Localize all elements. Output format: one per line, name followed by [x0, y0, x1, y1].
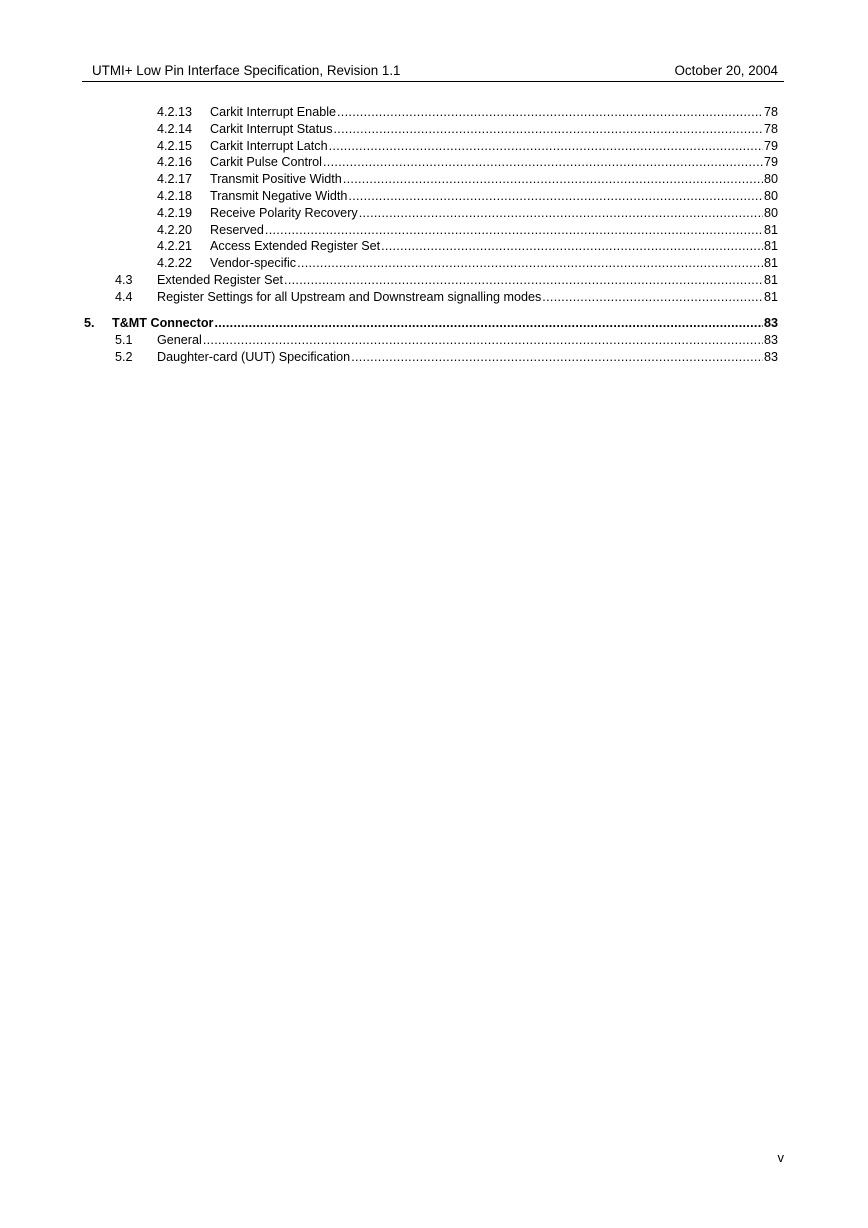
toc-page: 79 [763, 155, 778, 169]
document-date: October 20, 2004 [674, 63, 778, 78]
toc-page: 78 [763, 122, 778, 136]
toc-number: 4.2.19 [157, 206, 193, 220]
toc-number: 4.2.16 [157, 155, 193, 169]
toc-page: 83 [763, 350, 778, 364]
toc-page: 81 [763, 290, 778, 304]
toc-page: 80 [763, 206, 778, 220]
toc-entry[interactable] [115, 272, 778, 288]
toc-page: 80 [763, 189, 778, 203]
toc-title: Access Extended Register Set [210, 239, 381, 253]
toc-leader [348, 188, 763, 204]
toc-entry[interactable] [115, 332, 778, 348]
toc-title: Carkit Interrupt Enable [210, 105, 336, 119]
toc-number: 4.2.15 [157, 139, 193, 153]
toc-leader [284, 272, 763, 288]
toc-page: 81 [763, 256, 778, 270]
toc-number: 4.2.18 [157, 189, 193, 203]
toc-number: 4.2.13 [157, 105, 193, 119]
toc-leader [381, 238, 763, 254]
toc-title: T&MT Connector [112, 316, 214, 330]
toc-entry[interactable] [157, 138, 778, 154]
toc-entry[interactable] [157, 255, 778, 271]
toc-leader [542, 289, 763, 305]
toc-number: 4.3 [115, 273, 133, 287]
toc-leader [351, 349, 763, 365]
toc-number: 4.2.20 [157, 223, 193, 237]
toc-page: 78 [763, 105, 778, 119]
toc-page: 80 [763, 172, 778, 186]
toc-number: 4.2.14 [157, 122, 193, 136]
toc-title: Daughter-card (UUT) Specification [157, 350, 351, 364]
toc-leader [297, 255, 763, 271]
toc-page: 81 [763, 239, 778, 253]
toc-title: Receive Polarity Recovery [210, 206, 358, 220]
toc-page: 83 [763, 316, 778, 330]
toc-number: 5. [84, 316, 95, 330]
toc-title: Carkit Pulse Control [210, 155, 322, 169]
toc-page: 81 [763, 273, 778, 287]
toc-leader [323, 154, 763, 170]
toc-entry[interactable] [157, 104, 778, 120]
toc-page: 83 [763, 333, 778, 347]
toc-leader [265, 222, 763, 238]
toc-title: Transmit Positive Width [210, 172, 342, 186]
toc-number: 4.4 [115, 290, 133, 304]
toc-title: Register Settings for all Upstream and Downstream signalling modes [157, 290, 542, 304]
toc-title: Carkit Interrupt Status [210, 122, 333, 136]
toc-page: 79 [763, 139, 778, 153]
toc-page: 81 [763, 223, 778, 237]
header-rule [82, 81, 784, 82]
toc-entry[interactable] [115, 349, 778, 365]
toc-entry[interactable] [157, 205, 778, 221]
toc-entry[interactable] [157, 188, 778, 204]
toc-entry[interactable] [157, 121, 778, 137]
toc-title: Carkit Interrupt Latch [210, 139, 328, 153]
toc-title: General [157, 333, 202, 347]
toc-title: Vendor-specific [210, 256, 297, 270]
toc-number: 5.2 [115, 350, 133, 364]
toc-leader [359, 205, 763, 221]
toc-entry[interactable] [157, 238, 778, 254]
toc-number: 4.2.22 [157, 256, 193, 270]
document-title: UTMI+ Low Pin Interface Specification, Revision 1.1 [92, 63, 401, 78]
toc-leader [214, 315, 763, 331]
toc-entry[interactable] [157, 171, 778, 187]
page-number: v [777, 1150, 784, 1165]
toc-entry[interactable] [157, 154, 778, 170]
toc-leader [329, 138, 763, 154]
toc-number: 5.1 [115, 333, 133, 347]
toc-leader [334, 121, 763, 137]
toc-entry[interactable] [157, 222, 778, 238]
toc-number: 4.2.21 [157, 239, 193, 253]
toc-entry[interactable] [115, 289, 778, 305]
toc-leader [343, 171, 763, 187]
toc-title: Extended Register Set [157, 273, 284, 287]
toc-leader [337, 104, 763, 120]
toc-number: 4.2.17 [157, 172, 193, 186]
toc-title: Transmit Negative Width [210, 189, 348, 203]
toc-chapter-entry[interactable] [84, 315, 778, 331]
toc-leader [203, 332, 763, 348]
toc-title: Reserved [210, 223, 264, 237]
